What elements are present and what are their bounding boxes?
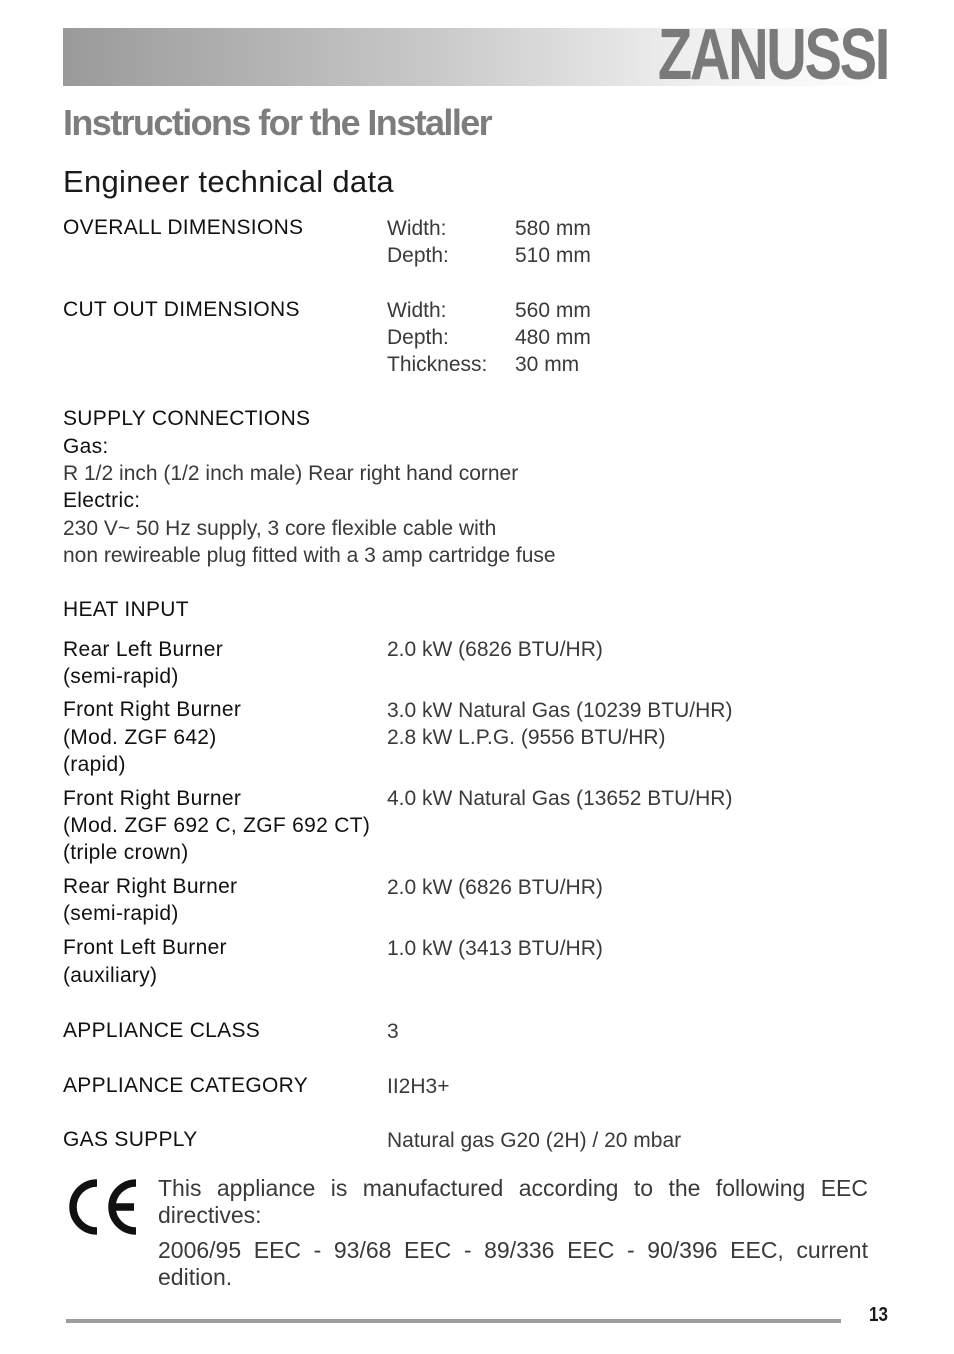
page-number: 13: [869, 1304, 888, 1326]
cut-out-width-key: Width:: [387, 299, 447, 322]
burner-subtitle: (triple crown): [63, 841, 189, 864]
page-title: Instructions for the Installer: [63, 102, 492, 143]
electric-text-line1: 230 V~ 50 Hz supply, 3 core flexible cable with: [63, 517, 497, 540]
heat-input-label: HEAT INPUT: [63, 598, 189, 621]
burner-heat-value: 2.0 kW (6826 BTU/HR): [387, 876, 603, 899]
burner-heat-value: 3.0 kW Natural Gas (10239 BTU/HR): [387, 699, 733, 722]
burner-name: Rear Left Burner: [63, 638, 224, 661]
compliance-directives: 2006/95 EEC - 93/68 EEC - 89/336 EEC - 90/396 EEC, current edition.: [158, 1237, 868, 1290]
footer-divider: [66, 1319, 841, 1323]
burner-heat-value-lpg: 2.8 kW L.P.G. (9556 BTU/HR): [387, 726, 666, 749]
burner-name: Front Left Burner: [63, 936, 227, 959]
cut-out-depth-value: 480 mm: [515, 326, 591, 349]
overall-depth-key: Depth:: [387, 244, 449, 267]
appliance-category-label: APPLIANCE CATEGORY: [63, 1074, 309, 1097]
burner-subtitle: (semi-rapid): [63, 902, 179, 925]
supply-connections-label: SUPPLY CONNECTIONS: [63, 407, 311, 430]
burner-name: Front Right Burner: [63, 698, 242, 721]
burner-subtitle: (semi-rapid): [63, 665, 179, 688]
burner-heat-value: 2.0 kW (6826 BTU/HR): [387, 638, 603, 661]
section-title: Engineer technical data: [63, 164, 394, 199]
burner-subtitle: (rapid): [63, 753, 126, 776]
overall-width-value: 580 mm: [515, 217, 591, 240]
cut-out-depth-key: Depth:: [387, 326, 449, 349]
burner-subtitle: (auxiliary): [63, 964, 158, 987]
appliance-category-value: II2H3+: [387, 1075, 450, 1098]
burner-name: Rear Right Burner: [63, 875, 238, 898]
cut-out-thickness-value: 30 mm: [515, 353, 580, 376]
compliance-text: This appliance is manufactured according to the following EEC directives:: [158, 1175, 868, 1228]
ce-mark-icon: [64, 1177, 144, 1237]
burner-model: (Mod. ZGF 692 C, ZGF 692 CT): [63, 814, 371, 837]
overall-dimensions-label: OVERALL DIMENSIONS: [63, 216, 304, 239]
cut-out-width-value: 560 mm: [515, 299, 591, 322]
burner-heat-value: 4.0 kW Natural Gas (13652 BTU/HR): [387, 787, 733, 810]
burner-name: Front Right Burner: [63, 787, 242, 810]
gas-label: Gas:: [63, 435, 109, 458]
appliance-class-value: 3: [387, 1020, 399, 1043]
burner-model: (Mod. ZGF 642): [63, 726, 217, 749]
overall-depth-value: 510 mm: [515, 244, 591, 267]
gas-supply-label: GAS SUPPLY: [63, 1128, 198, 1151]
gas-connection-text: R 1/2 inch (1/2 inch male) Rear right hand corner: [63, 462, 519, 485]
appliance-class-label: APPLIANCE CLASS: [63, 1019, 261, 1042]
cut-out-dimensions-label: CUT OUT DIMENSIONS: [63, 298, 300, 321]
burner-heat-value: 1.0 kW (3413 BTU/HR): [387, 937, 603, 960]
cut-out-thickness-key: Thickness:: [387, 353, 488, 376]
electric-text-line2: non rewireable plug fitted with a 3 amp cartridge fuse: [63, 544, 556, 567]
overall-width-key: Width:: [387, 217, 447, 240]
electric-label: Electric:: [63, 489, 141, 512]
brand-logo: ZANUSSI: [657, 15, 888, 95]
gas-supply-value: Natural gas G20 (2H) / 20 mbar: [387, 1129, 682, 1152]
